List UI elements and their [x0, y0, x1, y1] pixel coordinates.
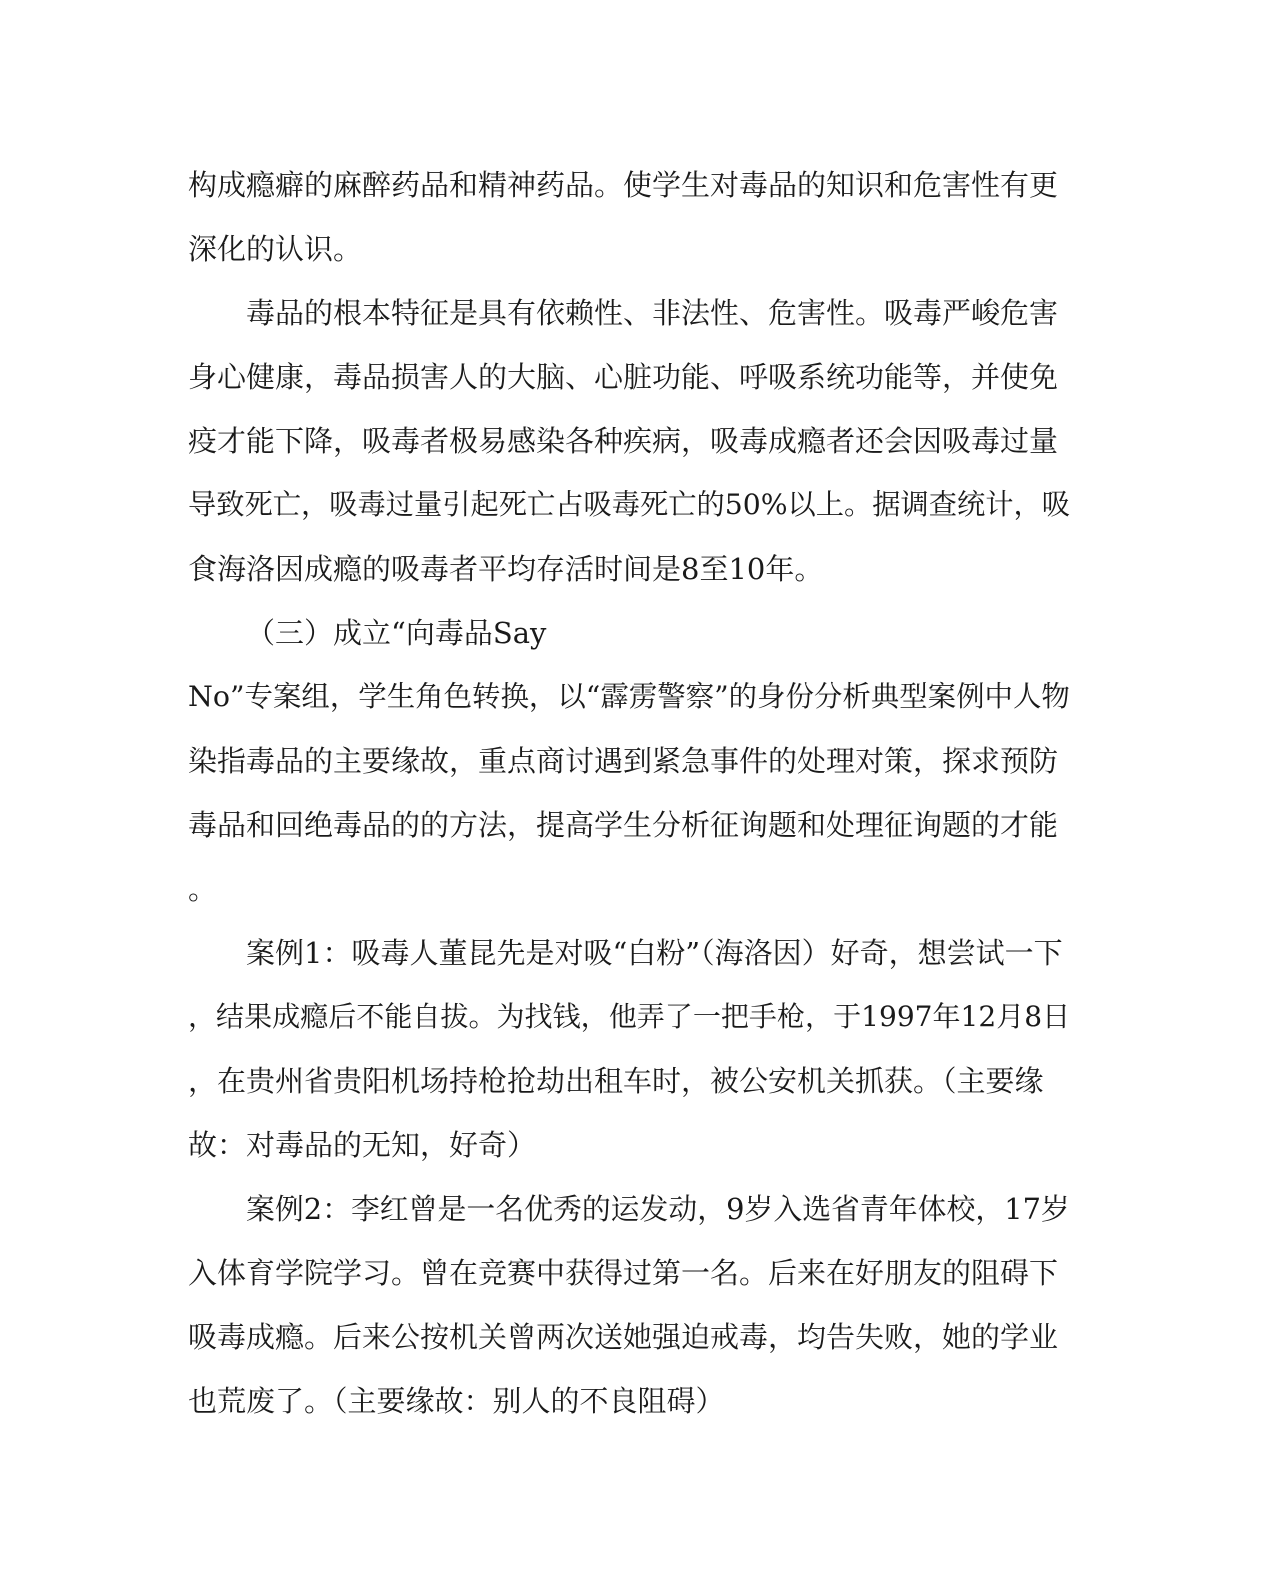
text-line: 疫才能下降，吸毒者极易感染各种疾病，吸毒成瘾者还会因吸毒过量 — [188, 424, 1059, 458]
text-line: 毒品和回绝毒品的的方法，提高学生分析征询题和处理征询题的才能 — [188, 808, 1059, 842]
case-1-start-line: 案例1：吸毒人董昆先是对吸“白粉”（海洛因）好奇，想尝试一下 — [246, 936, 1063, 970]
text-line: 身心健康，毒品损害人的大脑、心脏功能、呼吸系统功能等，并使免 — [188, 360, 1059, 394]
text-line: 。 — [188, 872, 218, 906]
case-2-start-line: 案例2：李红曾是一名优秀的运发动，9岁入选省青年体校，17岁 — [246, 1192, 1070, 1226]
text-line: 入体育学院学习。曾在竞赛中获得过第一名。后来在好朋友的阻碍下 — [188, 1256, 1059, 1290]
text-line: 深化的认识。 — [188, 232, 363, 266]
text-line: No”专案组，学生角色转换，以“霹雳警察”的身份分析典型案例中人物 — [188, 680, 1070, 713]
paragraph-start-line: 毒品的根本特征是具有依赖性、非法性、危害性。吸毒严峻危害 — [246, 296, 1059, 330]
text-line: ，结果成瘾后不能自拔。为找钱，他弄了一把手枪，于1997年12月8日 — [188, 1000, 1071, 1033]
text-line: 故：对毒品的无知，好奇） — [188, 1128, 537, 1162]
text-line: 食海洛因成瘾的吸毒者平均存活时间是8至10年。 — [188, 552, 824, 586]
text-line: 染指毒品的主要缘故，重点商讨遇到紧急事件的处理对策，探求预防 — [188, 744, 1059, 778]
text-line: 吸毒成瘾。后来公按机关曾两次送她强迫戒毒，均告失败，她的学业 — [188, 1320, 1059, 1354]
section-heading-line: （三）成立“向毒品Say — [246, 616, 547, 650]
text-line: 导致死亡，吸毒过量引起死亡占吸毒死亡的50%以上。据调查统计，吸 — [188, 488, 1071, 521]
text-line: ，在贵州省贵阳机场持枪抢劫出租车时，被公安机关抓获。（主要缘 — [188, 1064, 1044, 1098]
text-line: 构成瘾癖的麻醉药品和精神药品。使学生对毒品的知识和危害性有更 — [188, 168, 1059, 202]
text-line: 也荒废了。（主要缘故：别人的不良阻碍） — [188, 1384, 725, 1418]
